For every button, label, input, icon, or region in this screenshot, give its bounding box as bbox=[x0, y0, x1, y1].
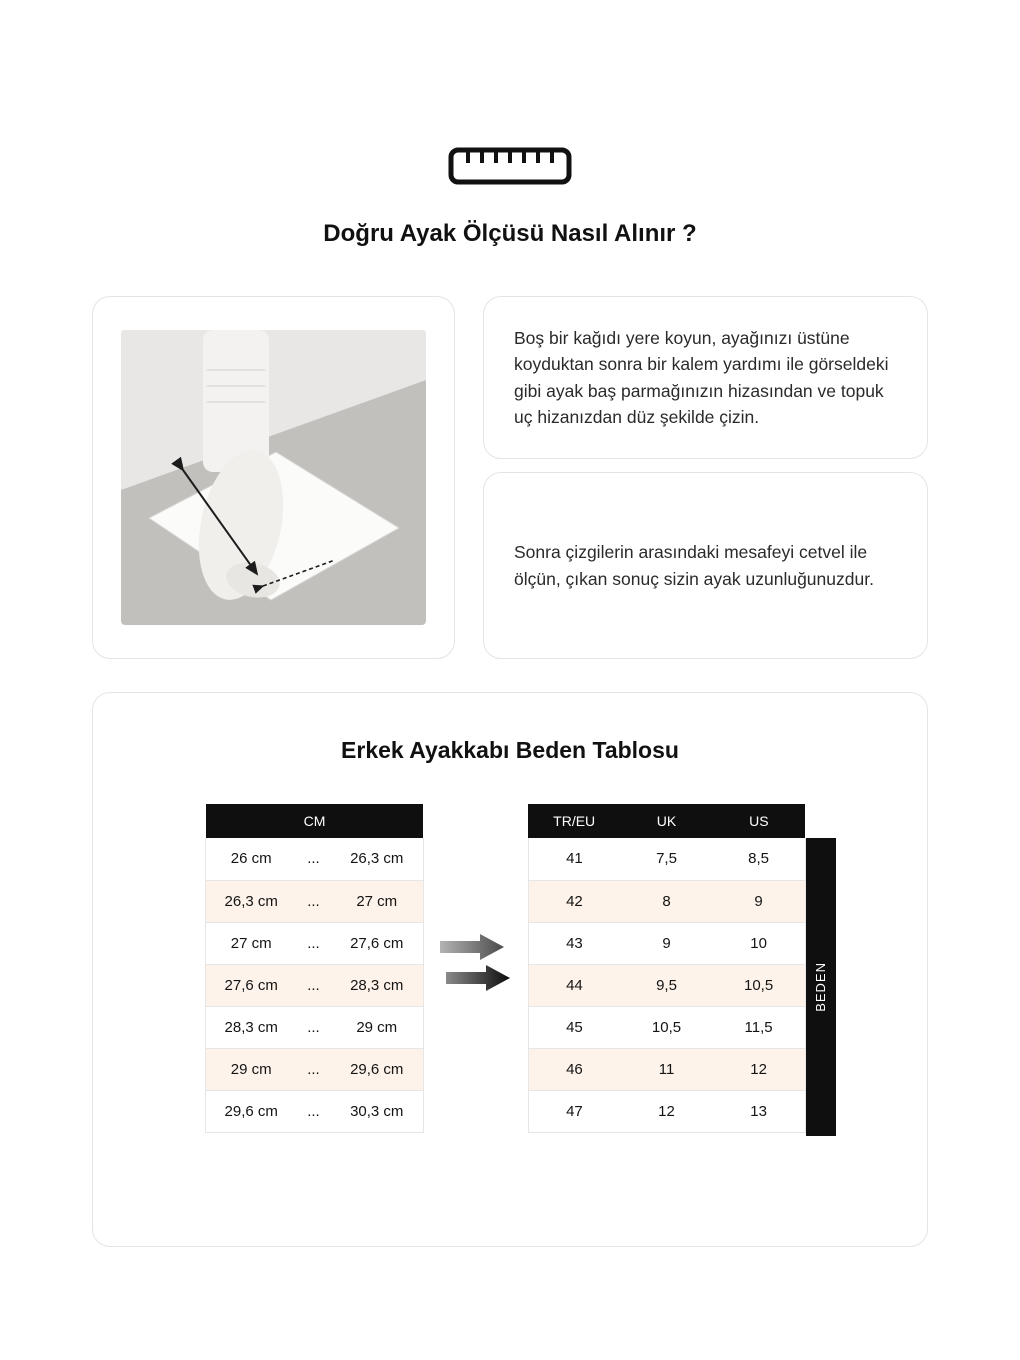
size-header-us: US bbox=[713, 804, 805, 838]
cm-table-row bbox=[206, 1006, 423, 1048]
treu-cell: 46 bbox=[528, 1048, 620, 1090]
ruler-icon bbox=[448, 146, 572, 186]
cm-sep-cell: ... bbox=[296, 1090, 331, 1132]
size-table-row bbox=[528, 1090, 805, 1132]
cm-from-cell: 27 cm bbox=[206, 922, 296, 964]
cm-to-cell: 29 cm bbox=[331, 1006, 423, 1048]
tables-row bbox=[93, 804, 927, 1136]
ruler-icon-wrap bbox=[0, 0, 1020, 186]
size-table-row bbox=[528, 838, 805, 880]
treu-cell: 44 bbox=[528, 964, 620, 1006]
us-cell: 13 bbox=[713, 1090, 805, 1132]
cm-table-row bbox=[206, 922, 423, 964]
treu-cell: 43 bbox=[528, 922, 620, 964]
cm-table bbox=[205, 804, 423, 1133]
uk-cell: 10,5 bbox=[620, 1006, 712, 1048]
cm-from-cell: 28,3 cm bbox=[206, 1006, 296, 1048]
cm-to-cell: 27,6 cm bbox=[331, 922, 423, 964]
us-cell: 9 bbox=[713, 880, 805, 922]
us-cell: 12 bbox=[713, 1048, 805, 1090]
cm-table-row bbox=[206, 880, 423, 922]
cm-sep-cell: ... bbox=[296, 880, 331, 922]
how-to-section bbox=[92, 296, 928, 659]
size-table-title: Erkek Ayakkabı Beden Tablosu bbox=[341, 737, 679, 763]
cm-from-cell: 26,3 cm bbox=[206, 880, 296, 922]
uk-cell: 7,5 bbox=[620, 838, 712, 880]
instruction-card-1 bbox=[483, 296, 928, 459]
cm-from-cell: 29 cm bbox=[206, 1048, 296, 1090]
size-header-uk: UK bbox=[620, 804, 712, 838]
uk-cell: 8 bbox=[620, 880, 712, 922]
treu-cell: 41 bbox=[528, 838, 620, 880]
size-table bbox=[528, 804, 806, 1133]
uk-cell: 12 bbox=[620, 1090, 712, 1132]
conversion-arrows-icon bbox=[440, 932, 512, 998]
cm-sep-cell: ... bbox=[296, 964, 331, 1006]
instruction-card-2 bbox=[483, 472, 928, 659]
cm-from-cell: 27,6 cm bbox=[206, 964, 296, 1006]
cm-sep-cell: ... bbox=[296, 922, 331, 964]
cm-table-header: CM bbox=[206, 804, 423, 838]
cm-from-cell: 26 cm bbox=[206, 838, 296, 880]
instruction-text-2: Sonra çizgilerin arasındaki mesafeyi cetvel ile ölçün, çıkan sonuç sizin ayak uzunluğunuzdur. bbox=[514, 542, 874, 589]
us-cell: 11,5 bbox=[713, 1006, 805, 1048]
us-cell: 8,5 bbox=[713, 838, 805, 880]
size-table-row bbox=[528, 1048, 805, 1090]
size-table-row bbox=[528, 880, 805, 922]
cm-from-cell: 29,6 cm bbox=[206, 1090, 296, 1132]
cm-to-cell: 26,3 cm bbox=[331, 838, 423, 880]
cm-to-cell: 30,3 cm bbox=[331, 1090, 423, 1132]
size-table-row bbox=[528, 1006, 805, 1048]
foot-measurement-photo bbox=[121, 330, 426, 625]
cm-table-row bbox=[206, 838, 423, 880]
instruction-text-1: Boş bir kağıdı yere koyun, ayağınızı üstüne koyduktan sonra bir kalem yardımı ile görseldeki gibi ayak baş parmağınızın hizasından ve topuk uç hizanızdan düz şekilde çizin. bbox=[514, 328, 889, 427]
cm-table-row bbox=[206, 964, 423, 1006]
page-title: Doğru Ayak Ölçüsü Nasıl Alınır ? bbox=[323, 220, 697, 247]
cm-to-cell: 28,3 cm bbox=[331, 964, 423, 1006]
size-header-treu: TR/EU bbox=[528, 804, 620, 838]
cm-table-row bbox=[206, 1048, 423, 1090]
us-cell: 10,5 bbox=[713, 964, 805, 1006]
cm-to-cell: 29,6 cm bbox=[331, 1048, 423, 1090]
cm-sep-cell: ... bbox=[296, 838, 331, 880]
cm-to-cell: 27 cm bbox=[331, 880, 423, 922]
conversion-arrows-wrap bbox=[424, 932, 528, 998]
uk-cell: 9,5 bbox=[620, 964, 712, 1006]
size-table-row bbox=[528, 922, 805, 964]
size-table-row bbox=[528, 964, 805, 1006]
instructions-column bbox=[483, 296, 928, 659]
uk-cell: 11 bbox=[620, 1048, 712, 1090]
size-table-card bbox=[92, 692, 928, 1247]
us-cell: 10 bbox=[713, 922, 805, 964]
beden-side-bar bbox=[806, 838, 836, 1136]
treu-cell: 45 bbox=[528, 1006, 620, 1048]
cm-sep-cell: ... bbox=[296, 1006, 331, 1048]
treu-cell: 47 bbox=[528, 1090, 620, 1132]
cm-sep-cell: ... bbox=[296, 1048, 331, 1090]
treu-cell: 42 bbox=[528, 880, 620, 922]
size-table-group bbox=[528, 804, 836, 1136]
measurement-photo-card bbox=[92, 296, 455, 659]
uk-cell: 9 bbox=[620, 922, 712, 964]
beden-label: BEDEN bbox=[813, 962, 829, 1012]
cm-table-row bbox=[206, 1090, 423, 1132]
